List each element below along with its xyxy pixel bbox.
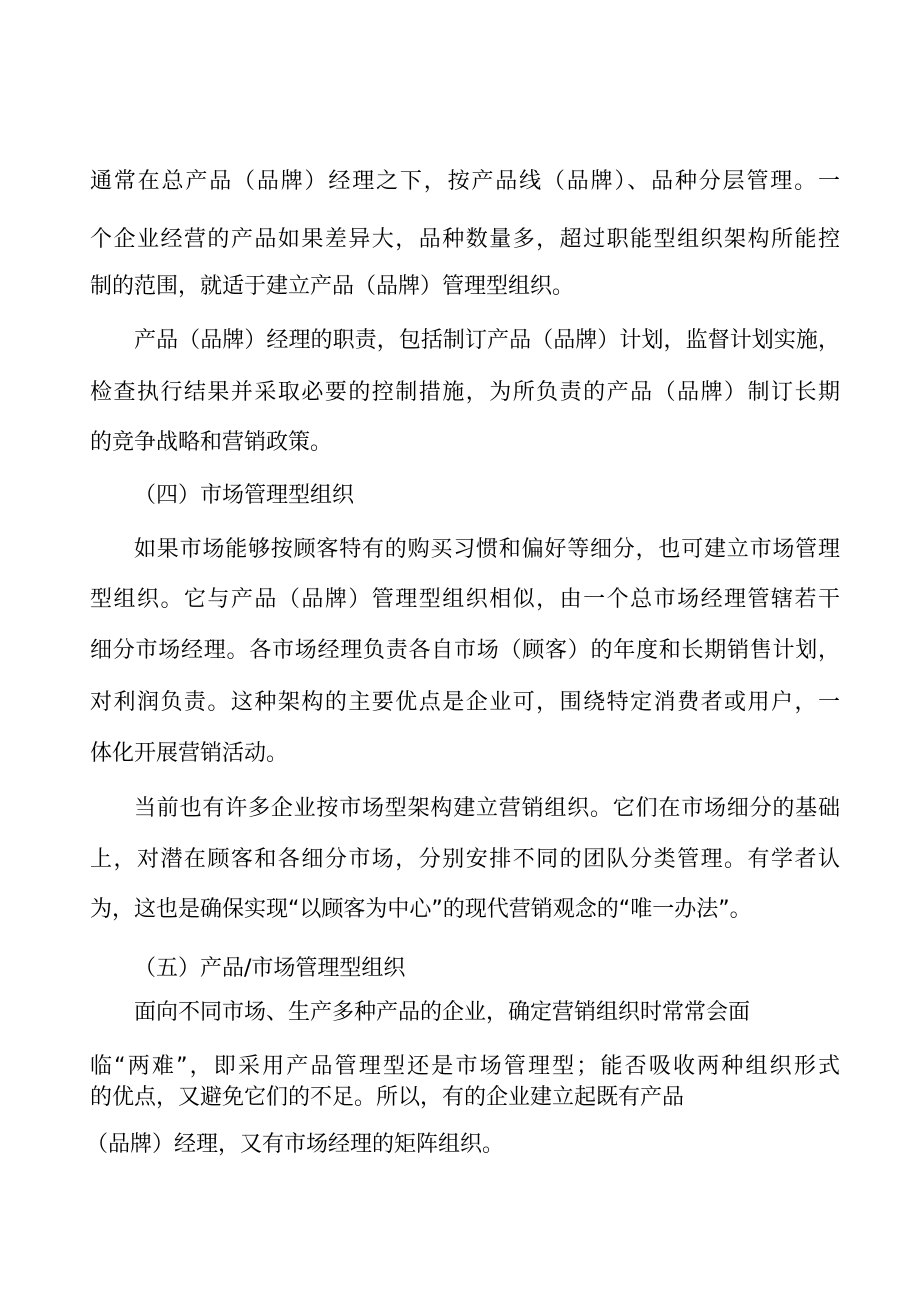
paragraph-line: 产品（品牌）经理的职责，包括制订产品（品牌）计划，监督计划实施， xyxy=(134,328,840,353)
paragraph-line: 如果市场能够按顾客特有的购买习惯和偏好等细分，也可建立市场管理 xyxy=(134,537,840,562)
paragraph-line: 型组织。它与产品（品牌）管理型组织相似，由一个总市场经理管辖若干 xyxy=(90,587,840,612)
paragraph-line: 上，对潜在顾客和各细分市场，分别安排不同的团队分类管理。有学者认 xyxy=(90,847,840,872)
paragraph-line: 体化开展营销活动。 xyxy=(90,741,289,766)
paragraph-line: 制的范围，就适于建立产品（品牌）管理型组织。 xyxy=(90,274,575,299)
paragraph-line: 检查执行结果并采取必要的控制措施，为所负责的产品（品牌）制订长期 xyxy=(90,380,840,405)
section-heading: （四）市场管理型组织 xyxy=(134,483,355,508)
paragraph-line: 通常在总产品（品牌）经理之下，按产品线（品牌）、品种分层管理。一 xyxy=(90,169,840,194)
paragraph-line: 细分市场经理。各市场经理负责各自市场（顾客）的年度和长期销售计划， xyxy=(90,638,840,663)
section-heading: （五）产品/市场管理型组织 xyxy=(134,956,406,981)
paragraph-line: 的优点，又避免它们的不足。所以，有的企业建立起既有产品 xyxy=(90,1085,685,1110)
paragraph-line: 的竞争战略和营销政策。 xyxy=(90,430,333,455)
paragraph-line: 为，这也是确保实现“以顾客为中心”的现代营销观念的“唯一办法”。 xyxy=(90,897,752,922)
paragraph-line: 面向不同市场、生产多种产品的企业，确定营销组织时常常会面 xyxy=(134,1000,751,1025)
paragraph-line: 对利润负责。这种架构的主要优点是企业可，围绕特定消费者或用户，一 xyxy=(90,690,840,715)
paragraph-line: （品牌）经理，又有市场经理的矩阵组织。 xyxy=(86,1132,505,1157)
paragraph-line: 临“两难”，即采用产品管理型还是市场管理型；能否吸收两种组织形式 xyxy=(90,1054,840,1079)
paragraph-line: 当前也有许多企业按市场型架构建立营销组织。它们在市场细分的基础 xyxy=(134,796,840,821)
paragraph-line: 个企业经营的产品如果差异大，品种数量多，超过职能型组织架构所能控 xyxy=(90,227,840,252)
